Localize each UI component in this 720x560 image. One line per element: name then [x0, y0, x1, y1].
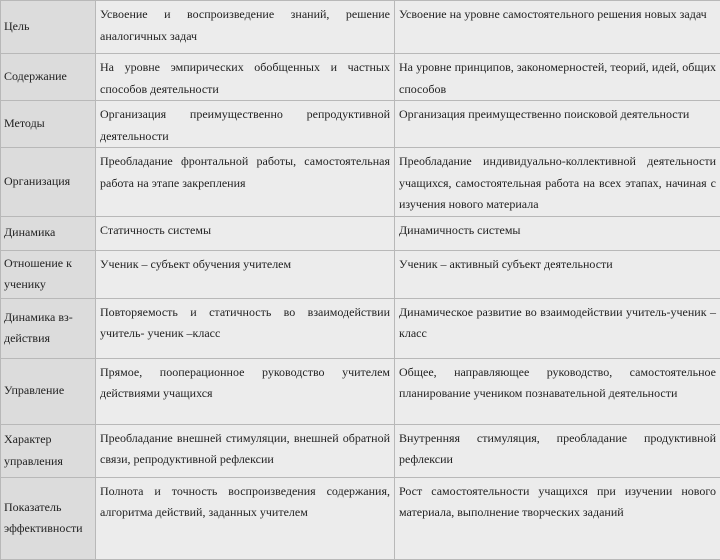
developmental-cell: Общее, направляющее руководство, самостоятельное планирование учеником познавательной деятельности: [395, 358, 720, 424]
table-row: [1, 477, 720, 559]
traditional-cell: Преобладание внешней стимуляции, внешней обратной связи, репродуктивной рефлексии: [96, 424, 395, 477]
developmental-cell: На уровне принципов, закономерностей, теорий, идей, общих способов: [395, 54, 720, 101]
row-label: Содержание: [1, 54, 96, 101]
traditional-cell: Преобладание фронтальной работы, самостоятельная работа на этапе закрепления: [96, 148, 395, 217]
traditional-cell: Организация преимущественно репродуктивной деятельности: [96, 101, 395, 148]
developmental-cell: Внутренняя стимуляция, преобладание продуктивной рефлексии: [395, 424, 720, 477]
table-row: [1, 358, 720, 424]
developmental-cell: Ученик – активный субъект деятельности: [395, 250, 720, 298]
table-row: [1, 424, 720, 477]
table-row: [1, 148, 720, 217]
developmental-cell: Динамическое развитие во взаимодействии учитель-ученик –класс: [395, 298, 720, 358]
table-row: [1, 250, 720, 298]
developmental-cell: Преобладание индивидуально-коллективной деятельности учащихся, самостоятельная работа на всех этапах, начиная с изучения нового материала: [395, 148, 720, 217]
developmental-cell: Организация преимущественно поисковой деятельности: [395, 101, 720, 148]
developmental-cell: Усвоение на уровне самостоятельного решения новых задач: [395, 1, 720, 54]
table-row: [1, 1, 720, 54]
row-label: Цель: [1, 1, 96, 54]
traditional-cell: Полнота и точность воспроизведения содержания, алгоритма действий, заданных учителем: [96, 477, 395, 559]
row-label: Методы: [1, 101, 96, 148]
traditional-cell: Статичность системы: [96, 216, 395, 250]
traditional-cell: Усвоение и воспроизведение знаний, решение аналогичных задач: [96, 1, 395, 54]
row-label: Управление: [1, 358, 96, 424]
row-label: Динамика: [1, 216, 96, 250]
traditional-cell: На уровне эмпирических обобщенных и частных способов деятельности: [96, 54, 395, 101]
traditional-cell: Повторяемость и статичность во взаимодействии учитель- ученик –класс: [96, 298, 395, 358]
traditional-cell: Прямое, пооперационное руководство учителем действиями учащихся: [96, 358, 395, 424]
row-label: Характер управления: [1, 424, 96, 477]
table-row: [1, 298, 720, 358]
table-row: [1, 54, 720, 101]
table-row: [1, 216, 720, 250]
row-label: Динамика вз-действия: [1, 298, 96, 358]
developmental-cell: Динамичность системы: [395, 216, 720, 250]
row-label: Отношение к ученику: [1, 250, 96, 298]
traditional-cell: Ученик – субъект обучения учителем: [96, 250, 395, 298]
table-row: [1, 101, 720, 148]
row-label: Организация: [1, 148, 96, 217]
row-label: Показатель эффективности: [1, 477, 96, 559]
developmental-cell: Рост самостоятельности учащихся при изучении нового материала, выполнение творческих заданий: [395, 477, 720, 559]
